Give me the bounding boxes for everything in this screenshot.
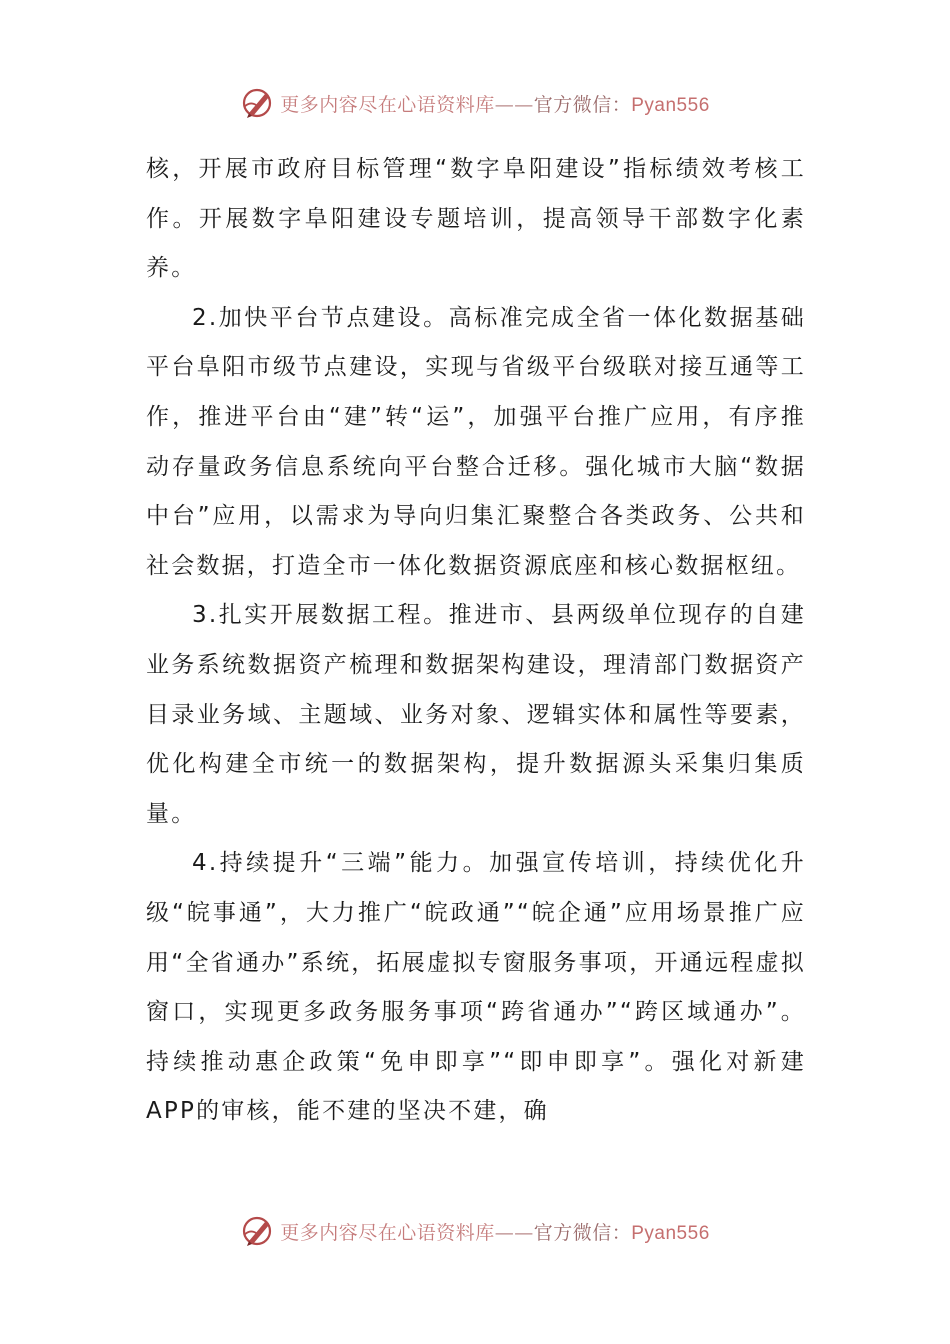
watermark-footer	[0, 1208, 950, 1254]
pen-logo-icon	[240, 85, 276, 121]
paragraph-data-engineering: 3.扎实开展数据工程。推进市、县两级单位现存的自建业务系统数据资产梳理和数据架构建设，理清部门数据资产目录业务域、主题域、业务对象、逻辑实体和属性等要素，优化构建全市统一的数据架构，提升数据源头采集归集质量。	[146, 602, 806, 827]
watermark-text: 更多内容尽在心语资料库——官方微信：Pyan556	[280, 93, 710, 116]
watermark-text: 更多内容尽在心语资料库——官方微信：Pyan556	[280, 1221, 710, 1244]
document-body	[146, 145, 806, 1137]
pen-logo-icon	[240, 1213, 276, 1249]
watermark-header	[0, 80, 950, 126]
paragraph-three-ends: 4.持续提升“三端”能力。加强宣传培训，持续优化升级“皖事通”，大力推广“皖政通”“皖企通”应用场景推广应用“全省通办”系统，拓展虚拟专窗服务事项，开通远程虚拟窗口，实现更多政务服务事项“跨省通办”“跨区域通办”。持续推动惠企政策“免申即享”“即申即享”。强化对新建APP的审核，能不建的坚决不建，确	[146, 850, 806, 1125]
paragraph-continuation: 核，开展市政府目标管理“数字阜阳建设”指标绩效考核工作。开展数字阜阳建设专题培训，提高领导干部数字化素养。	[146, 156, 806, 282]
paragraph-platform-nodes: 2.加快平台节点建设。高标准完成全省一体化数据基础平台阜阳市级节点建设，实现与省级平台级联对接互通等工作，推进平台由“建”转“运”，加强平台推广应用，有序推动存量政务信息系统向平台整合迁移。强化城市大脑“数据中台”应用，以需求为导向归集汇聚整合各类政务、公共和社会数据，打造全市一体化数据资源底座和核心数据枢纽。	[146, 304, 806, 579]
